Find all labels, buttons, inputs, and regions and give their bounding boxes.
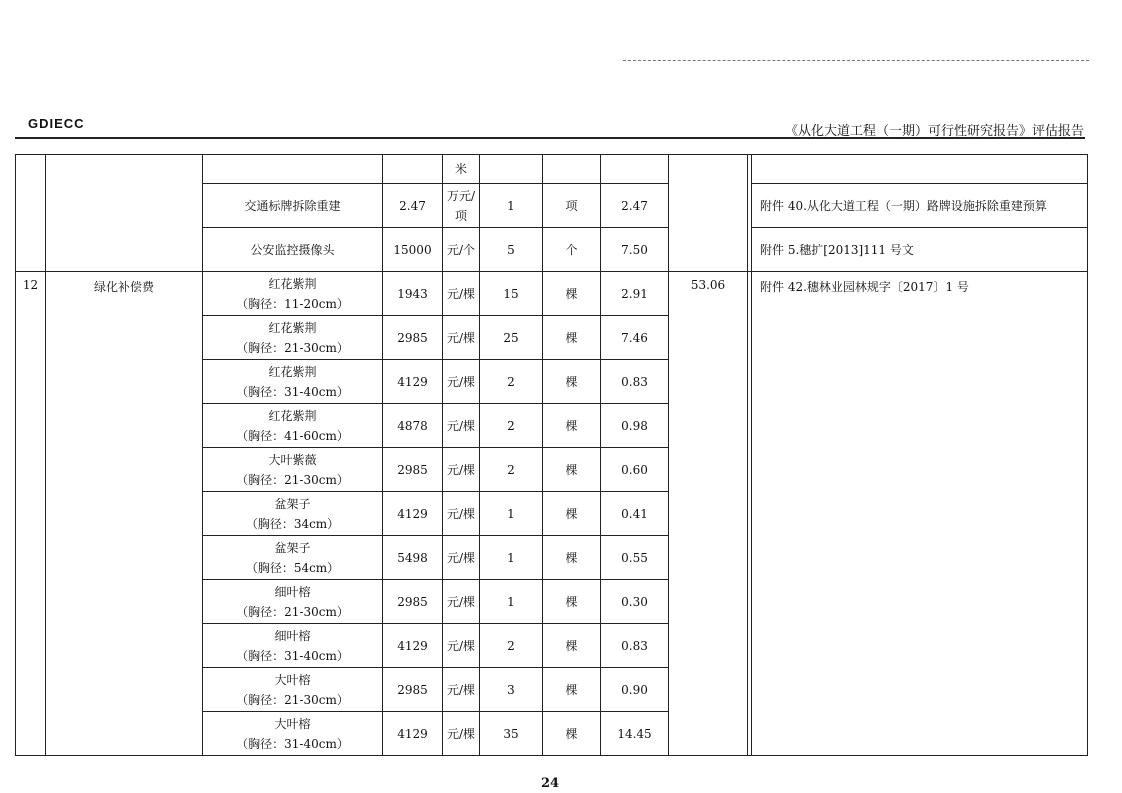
header-report-title: 《从化大道工程（一期）可行性研究报告》评估报告	[784, 124, 1084, 139]
item-cell	[203, 580, 383, 624]
header-org: GDIECC	[28, 116, 85, 131]
qty-unit-cell: 棵	[543, 668, 601, 712]
total-cell: 53.06	[669, 272, 748, 756]
price-cell: 4129	[383, 624, 443, 668]
tree-name: 大叶榕	[274, 716, 311, 731]
amount-cell: 0.41	[601, 492, 669, 536]
qty-cell: 25	[480, 316, 543, 360]
row-number-cell: 12	[16, 272, 46, 756]
price-cell: 4129	[383, 360, 443, 404]
unit-cell: 元/棵	[443, 272, 480, 316]
tree-name: 细叶榕	[274, 628, 311, 643]
unit-cell: 元/棵	[443, 360, 480, 404]
qty-unit-cell	[543, 155, 601, 184]
item-cell	[203, 668, 383, 712]
item-cell	[203, 624, 383, 668]
amount-cell: 0.60	[601, 448, 669, 492]
tree-spec: （胸径：41-60cm）	[236, 428, 349, 443]
header-rule	[15, 137, 1085, 139]
tree-spec: （胸径：21-30cm）	[236, 472, 349, 487]
table-row	[16, 272, 1088, 316]
unit-cell: 元/棵	[443, 316, 480, 360]
tree-spec: （胸径：54cm）	[245, 560, 340, 575]
note-cell	[752, 155, 1088, 184]
qty-cell: 5	[480, 228, 543, 272]
qty-unit-cell: 棵	[543, 712, 601, 756]
unit-cell: 元/棵	[443, 492, 480, 536]
qty-cell: 2	[480, 404, 543, 448]
qty-cell: 1	[480, 492, 543, 536]
qty-cell: 1	[480, 536, 543, 580]
item-cell	[203, 536, 383, 580]
qty-cell: 2	[480, 448, 543, 492]
amount-cell: 14.45	[601, 712, 669, 756]
item-cell	[203, 360, 383, 404]
item-cell	[203, 272, 383, 316]
qty-unit-cell: 棵	[543, 360, 601, 404]
qty-cell	[480, 155, 543, 184]
row-number-cell	[16, 155, 46, 272]
tree-spec: （胸径：31-40cm）	[236, 648, 349, 663]
unit-cell: 米	[443, 155, 480, 184]
price-cell	[383, 155, 443, 184]
item-cell	[203, 448, 383, 492]
price-cell: 2985	[383, 580, 443, 624]
tree-name: 红花紫荆	[268, 320, 317, 335]
amount-cell: 0.98	[601, 404, 669, 448]
unit-cell: 万元/项	[443, 184, 480, 228]
qty-cell: 2	[480, 624, 543, 668]
amount-cell: 0.55	[601, 536, 669, 580]
amount-cell: 7.50	[601, 228, 669, 272]
amount-cell: 7.46	[601, 316, 669, 360]
unit-cell: 元/棵	[443, 712, 480, 756]
qty-cell: 35	[480, 712, 543, 756]
item-cell	[203, 155, 383, 184]
unit-cell: 元/棵	[443, 448, 480, 492]
qty-unit-cell: 棵	[543, 448, 601, 492]
tree-spec: （胸径：34cm）	[245, 516, 340, 531]
unit-cell: 元/个	[443, 228, 480, 272]
item-cell	[203, 404, 383, 448]
qty-unit-cell: 项	[543, 184, 601, 228]
price-cell: 4129	[383, 712, 443, 756]
amount-cell: 0.83	[601, 624, 669, 668]
tree-spec: （胸径：21-30cm）	[236, 692, 349, 707]
amount-cell: 2.91	[601, 272, 669, 316]
price-cell: 2985	[383, 316, 443, 360]
tree-name: 红花紫荆	[268, 364, 317, 379]
item-cell	[203, 316, 383, 360]
qty-cell: 15	[480, 272, 543, 316]
note-cell: 附件 42.穗林业园林规字〔2017〕1 号	[752, 272, 1088, 756]
qty-unit-cell: 棵	[543, 272, 601, 316]
tree-spec: （胸径：11-20cm）	[236, 296, 349, 311]
tree-name: 大叶紫薇	[268, 452, 317, 467]
tree-name: 红花紫荆	[268, 276, 317, 291]
table-body	[16, 155, 1088, 756]
tree-name: 盆架子	[274, 496, 311, 511]
unit-cell: 元/棵	[443, 624, 480, 668]
amount-cell: 0.83	[601, 360, 669, 404]
total-cell	[669, 155, 748, 272]
item-cell: 公安监控摄像头	[203, 228, 383, 272]
price-cell: 2.47	[383, 184, 443, 228]
qty-unit-cell: 棵	[543, 536, 601, 580]
fee-name-cell	[46, 155, 203, 272]
qty-cell: 1	[480, 184, 543, 228]
tree-name: 细叶榕	[274, 584, 311, 599]
amount-cell: 2.47	[601, 184, 669, 228]
price-cell: 4878	[383, 404, 443, 448]
tree-spec: （胸径：31-40cm）	[236, 736, 349, 751]
qty-cell: 1	[480, 580, 543, 624]
qty-unit-cell: 棵	[543, 404, 601, 448]
note-cell: 附件 5.穗扩[2013]111 号文	[752, 228, 1088, 272]
qty-unit-cell: 棵	[543, 580, 601, 624]
qty-unit-cell: 棵	[543, 624, 601, 668]
qty-cell: 2	[480, 360, 543, 404]
item-cell	[203, 712, 383, 756]
unit-cell: 元/棵	[443, 580, 480, 624]
fee-name-cell: 绿化补偿费	[46, 272, 203, 756]
table-row	[16, 155, 1088, 184]
tree-spec: （胸径：31-40cm）	[236, 384, 349, 399]
price-cell: 5498	[383, 536, 443, 580]
page-number: 24	[540, 776, 560, 791]
item-cell	[203, 492, 383, 536]
unit-cell: 元/棵	[443, 404, 480, 448]
top-dotted-line	[623, 60, 1089, 61]
qty-unit-cell: 棵	[543, 492, 601, 536]
price-cell: 15000	[383, 228, 443, 272]
amount-cell: 0.30	[601, 580, 669, 624]
qty-unit-cell: 个	[543, 228, 601, 272]
price-cell: 4129	[383, 492, 443, 536]
unit-cell: 元/棵	[443, 536, 480, 580]
tree-name: 红花紫荆	[268, 408, 317, 423]
price-cell: 2985	[383, 448, 443, 492]
item-cell: 交通标牌拆除重建	[203, 184, 383, 228]
tree-spec: （胸径：21-30cm）	[236, 604, 349, 619]
qty-unit-cell: 棵	[543, 316, 601, 360]
qty-cell: 3	[480, 668, 543, 712]
amount-cell	[601, 155, 669, 184]
note-cell: 附件 40.从化大道工程（一期）路牌设施拆除重建预算	[752, 184, 1088, 228]
price-cell: 1943	[383, 272, 443, 316]
compensation-table	[15, 154, 1088, 756]
tree-name: 大叶榕	[274, 672, 311, 687]
amount-cell: 0.90	[601, 668, 669, 712]
price-cell: 2985	[383, 668, 443, 712]
tree-spec: （胸径：21-30cm）	[236, 340, 349, 355]
tree-name: 盆架子	[274, 540, 311, 555]
unit-cell: 元/棵	[443, 668, 480, 712]
